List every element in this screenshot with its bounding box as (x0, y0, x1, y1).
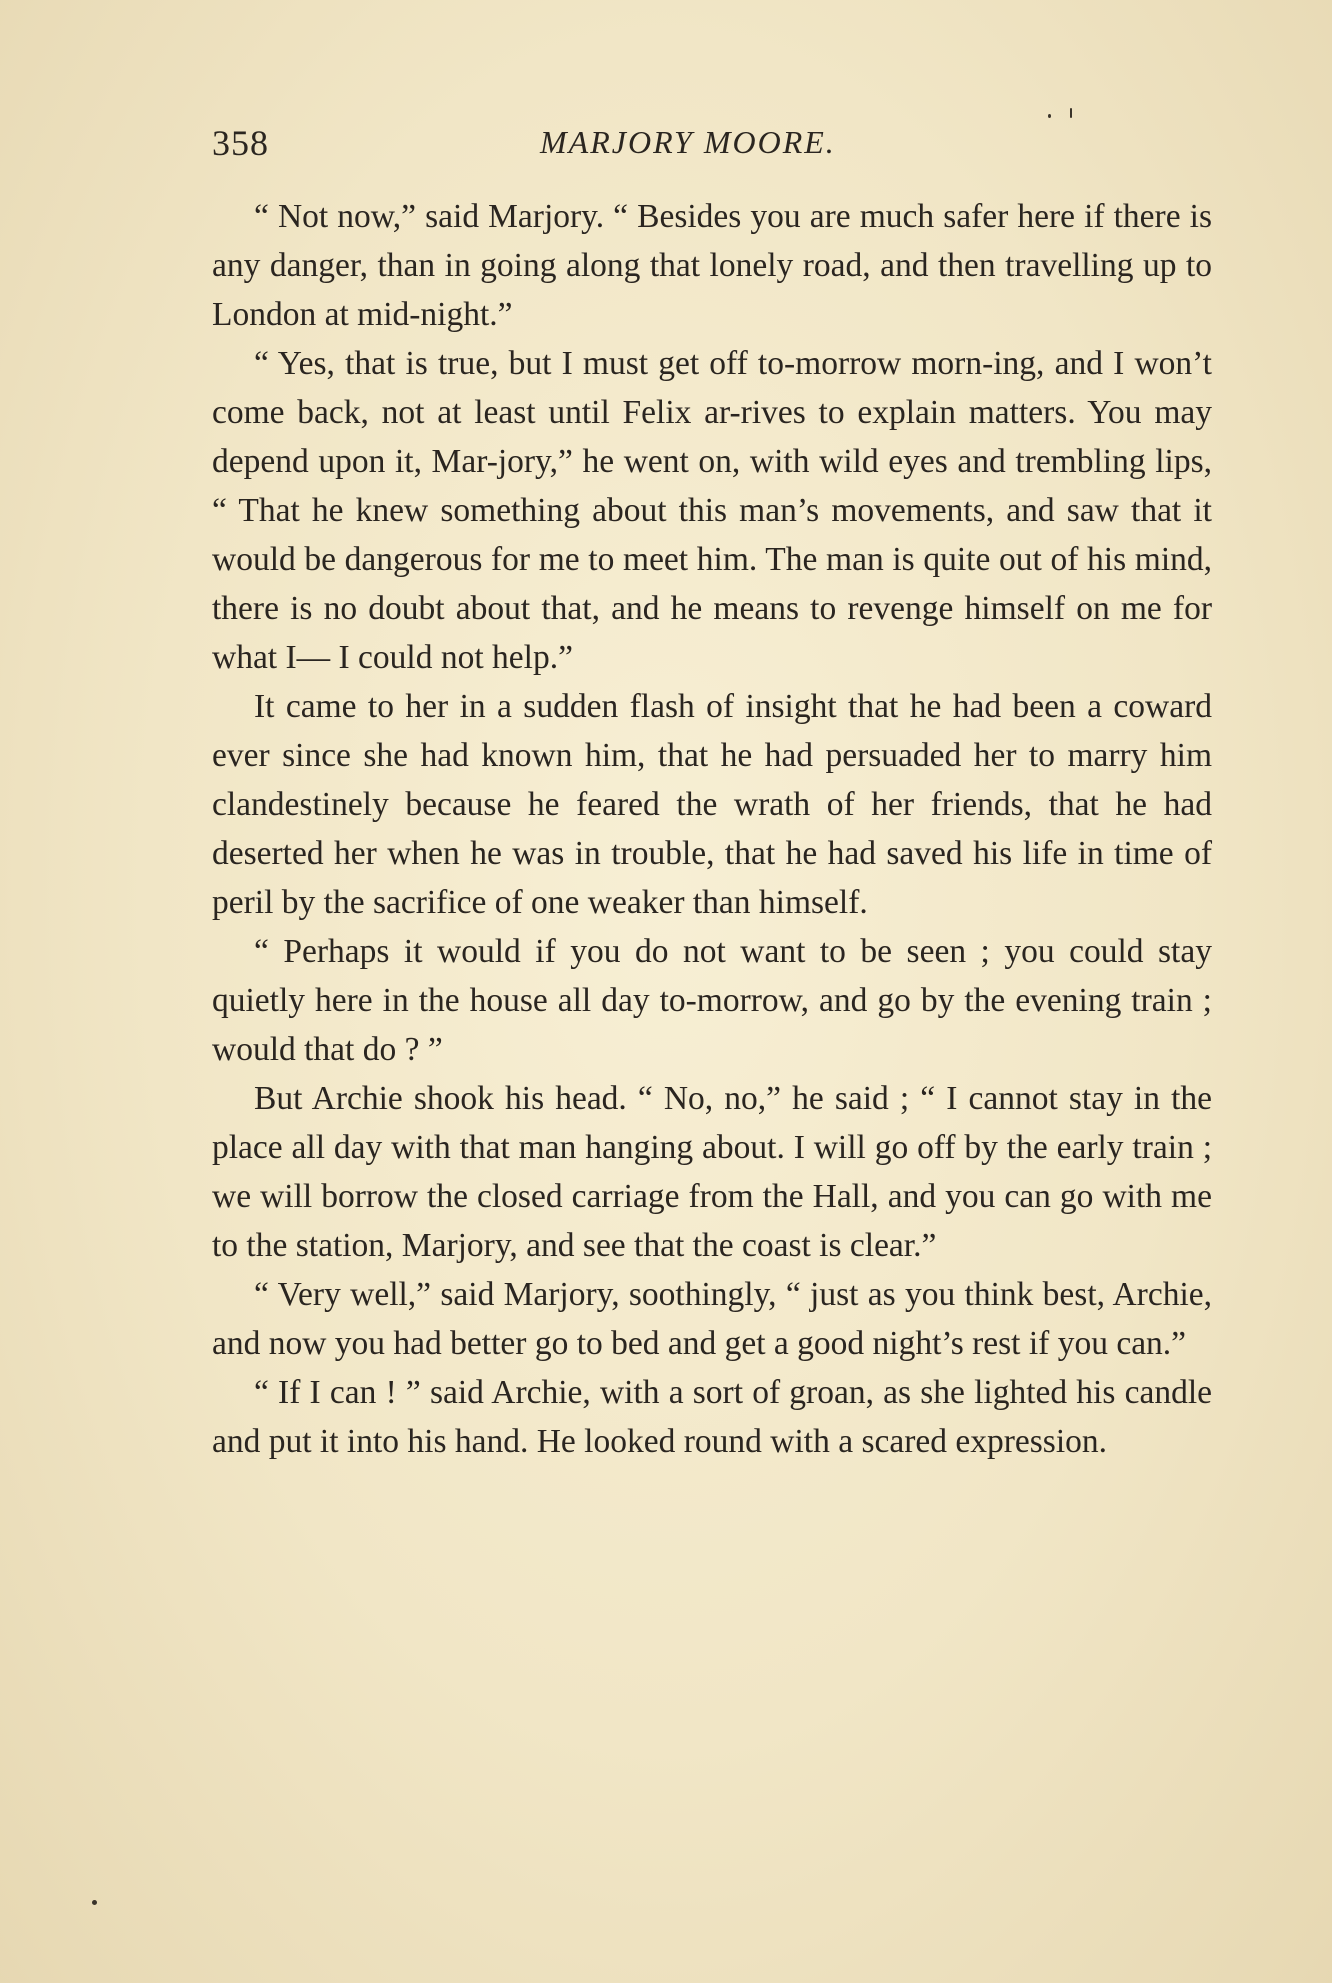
paragraph: “ Perhaps it would if you do not want to be seen ; you could stay quietly here in the house all day to-morrow, and go by the evening train ; would that do ? ” (212, 933, 1212, 1068)
paragraph: It came to her in a sudden flash of insight that he had been a coward ever since she had known him, that he had persuaded her to marry him clandestinely because he feared the wrath of her friends, that he had deserted her when he was in trouble, that he had saved his life in time of peril by the sacrifice of one weaker than himself. (212, 688, 1212, 921)
page-number: 358 (212, 123, 269, 163)
running-title: MARJORY MOORE. (540, 124, 836, 160)
ink-speck (1048, 114, 1051, 118)
page-header (212, 118, 1212, 174)
body-text (212, 192, 1212, 1466)
paragraph: “ Very well,” said Marjory, soothingly, “ just as you think best, Archie, and now you had better go to bed and get a good night’s rest if you can.” (212, 1276, 1212, 1362)
paragraph: “ Not now,” said Marjory. “ Besides you are much safer here if there is any danger, than in going along that lonely road, and then travelling up to London at mid-night.” (212, 198, 1212, 333)
ink-speck (92, 1900, 97, 1905)
ink-speck (1070, 108, 1072, 118)
paragraph: “ Yes, that is true, but I must get off to-morrow morn-ing, and I won’t come back, not at least until Felix ar-rives to explain matters. You may depend upon it, Mar-jory,” he went on, with wild eyes and trembling lips, “ That he knew something about this man’s movements, and saw that it would be dangerous for me to meet him. The man is quite out of his mind, there is no doubt about that, and he means to revenge himself on me for what I— I could not help.” (212, 345, 1212, 676)
paragraph: But Archie shook his head. “ No, no,” he said ; “ I cannot stay in the place all day with that man hanging about. I will go off by the early train ; we will borrow the closed carriage from the Hall, and you can go with me to the station, Marjory, and see that the coast is clear.” (212, 1080, 1212, 1264)
paragraph: “ If I can ! ” said Archie, with a sort of groan, as she lighted his candle and put it into his hand. He looked round with a scared expression. (212, 1374, 1212, 1460)
